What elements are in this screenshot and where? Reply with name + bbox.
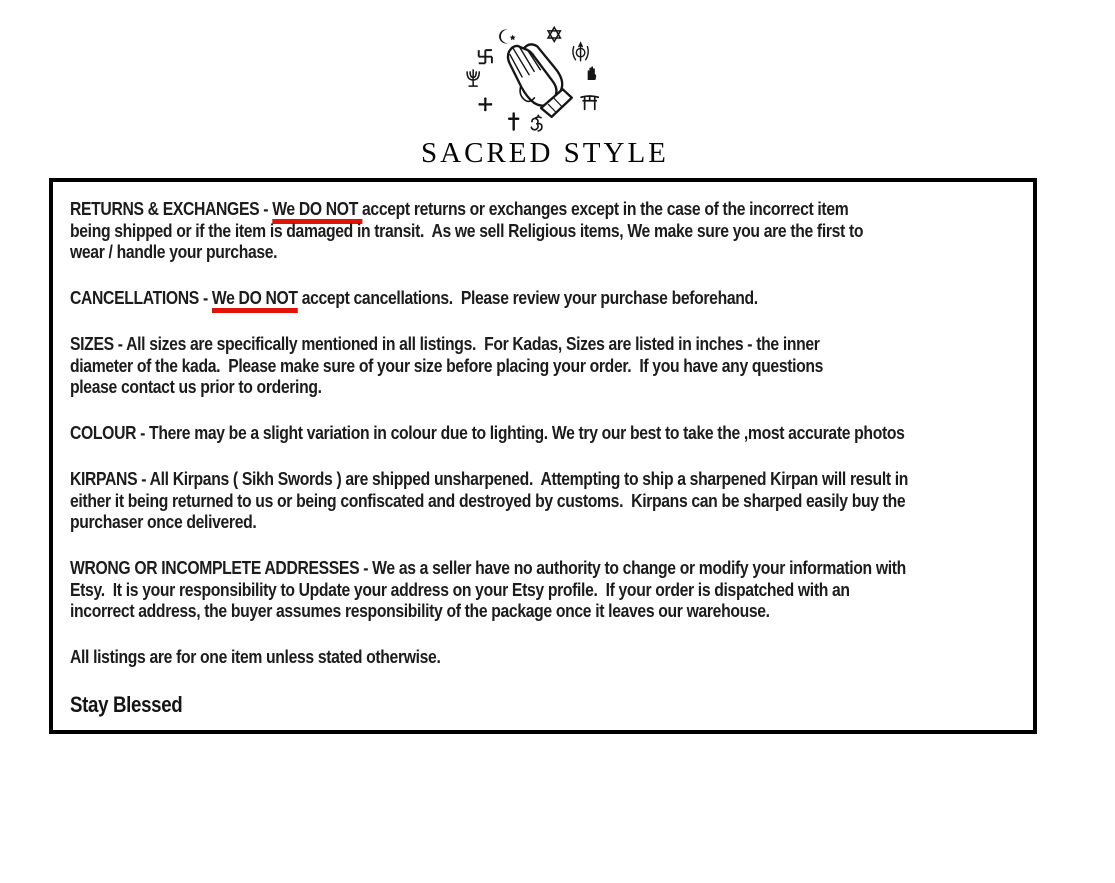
kirpans-line-3: purchaser once delivered. bbox=[70, 511, 257, 532]
swastika-icon bbox=[479, 50, 492, 63]
kirpans-line-1: KIRPANS - All Kirpans ( Sikh Swords ) are shipped unsharpened. Attempting to ship a sharpened Kirpan will result in bbox=[70, 468, 909, 489]
one-item-note-line: All listings are for one item unless stated otherwise. bbox=[70, 646, 441, 667]
cancellations-text: accept cancellations. Please review your purchase beforehand. bbox=[297, 287, 758, 308]
addresses-line-1: WRONG OR INCOMPLETE ADDRESSES - We as a seller have no authority to change or modify your information with bbox=[70, 557, 906, 578]
sizes-line-3: please contact us prior to ordering. bbox=[70, 376, 322, 397]
returns-text: accept returns or exchanges except in the case of the incorrect item bbox=[362, 198, 849, 219]
policy-text bbox=[70, 198, 1037, 718]
para-sizes bbox=[70, 333, 1037, 398]
signoff bbox=[70, 692, 1037, 718]
para-cancellations bbox=[70, 287, 1037, 309]
colour-line-1: COLOUR - There may be a slight variation in colour due to lighting. We try our best to take the ,most accurate photos bbox=[70, 422, 905, 443]
om-icon bbox=[531, 114, 542, 131]
para-returns bbox=[70, 198, 1037, 263]
addresses-line-3: incorrect address, the buyer assumes responsibility of the package once it leaves our warehouse. bbox=[70, 600, 770, 621]
praying-hands-logo bbox=[461, 22, 613, 136]
star-and-crescent-icon bbox=[499, 29, 516, 43]
addresses-line-2: Etsy. It is your responsibility to Update your address on your Etsy profile. If your order is dispatched with an bbox=[70, 578, 850, 600]
returns-heading: RETURNS & EXCHANGES - bbox=[70, 198, 273, 219]
returns-line-3: wear / handle your purchase. bbox=[70, 241, 278, 262]
sizes-line-1: SIZES - All sizes are specifically mentioned in all listings. For Kadas, Sizes are listed in inches - the inner bbox=[70, 333, 820, 354]
returns-we-do-not-underlined: We DO NOT bbox=[272, 198, 362, 224]
brand-name: SACRED STYLE bbox=[421, 137, 669, 169]
cross-pattee-icon bbox=[478, 97, 492, 111]
cancellations-we-do-not-underlined: We DO NOT bbox=[212, 287, 298, 313]
sizes-line-2: diameter of the kada. Please make sure of your size before placing your order. If you have any questions bbox=[70, 354, 824, 376]
para-colour bbox=[70, 422, 1037, 444]
para-one-item-note bbox=[70, 646, 1037, 668]
para-kirpans bbox=[70, 468, 1037, 533]
brand-logo bbox=[421, 22, 669, 170]
cancellations-heading: CANCELLATIONS - bbox=[70, 287, 212, 308]
latin-cross-icon bbox=[509, 113, 518, 129]
praying-hands-icon bbox=[496, 34, 576, 125]
returns-line-1 bbox=[70, 198, 1037, 220]
cancellations-line-1 bbox=[70, 287, 1037, 309]
para-addresses bbox=[70, 557, 1037, 622]
menorah-icon bbox=[467, 70, 479, 86]
returns-line-2: being shipped or if the item is damaged in transit. As we sell Religious items, We make sure you are the first to bbox=[70, 219, 864, 241]
policy-box bbox=[49, 178, 1037, 734]
jain-hand-icon bbox=[588, 66, 597, 80]
kirpans-line-2: either it being returned to us or being confiscated and destroyed by customs. Kirpans can be sharped easily buy the bbox=[70, 489, 906, 511]
signoff-line: Stay Blessed bbox=[70, 692, 183, 717]
star-of-david-icon bbox=[548, 27, 560, 41]
torii-gate-icon bbox=[581, 96, 598, 109]
khanda-icon bbox=[573, 43, 588, 61]
